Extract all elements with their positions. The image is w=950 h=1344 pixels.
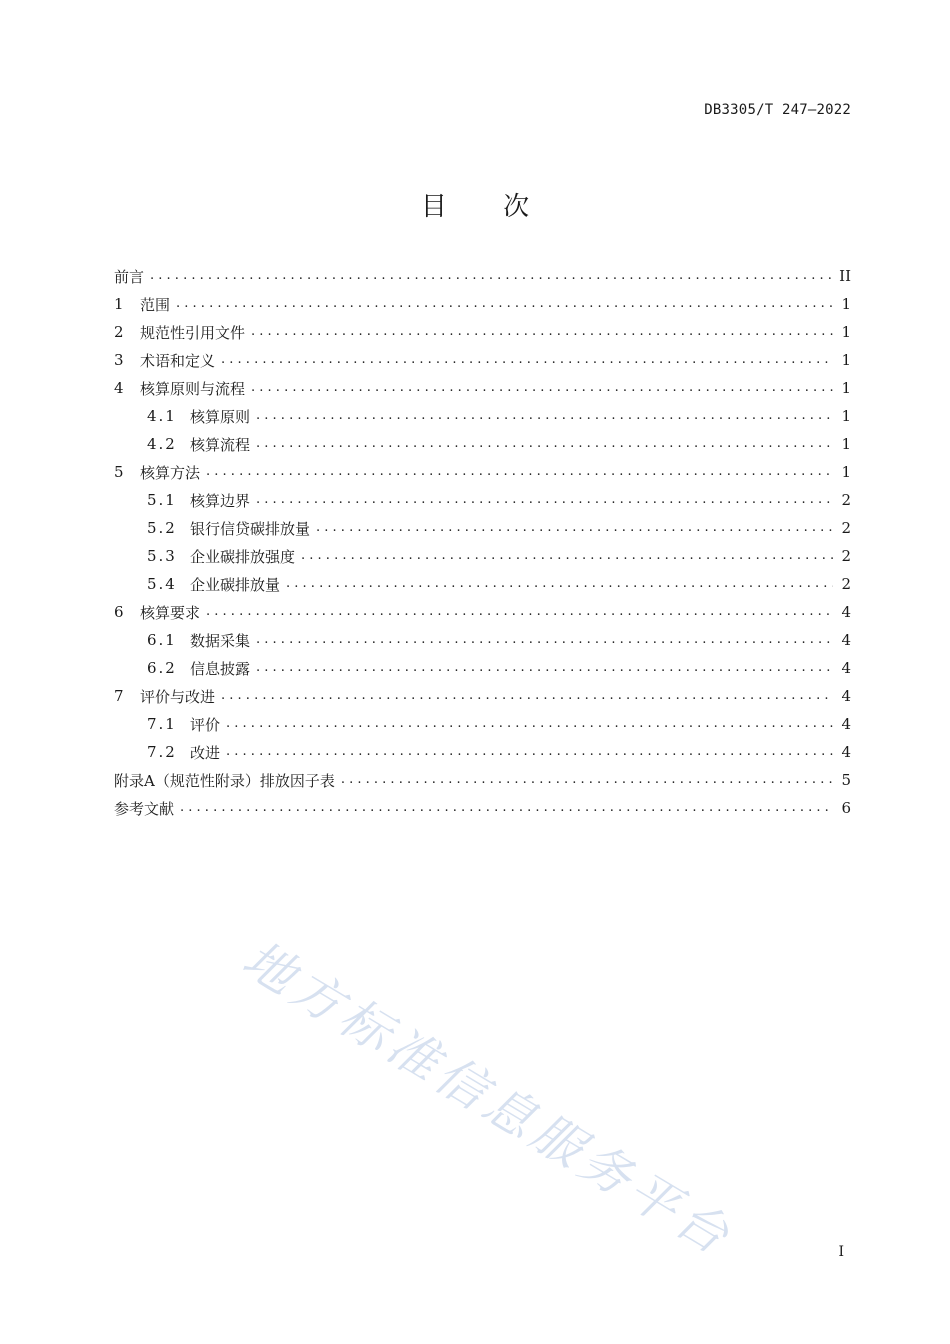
toc-entry-text: 核算原则与流程 [140, 379, 246, 398]
toc-entry-6[interactable] [114, 598, 851, 626]
toc-leader-dots [256, 407, 833, 425]
toc-entry-appendix-a[interactable] [114, 766, 851, 794]
toc-leader-dots [226, 715, 833, 733]
toc-leader-dots [251, 379, 833, 397]
toc-entry-5-2[interactable] [114, 514, 851, 542]
toc-entry-page: 4 [841, 715, 851, 733]
toc-leader-dots [301, 547, 833, 565]
toc-entry-page: 2 [841, 491, 851, 509]
toc-entry-number: 3 [114, 351, 124, 369]
document-code: DB3305/T 247—2022 [704, 102, 851, 118]
toc-leader-dots [180, 799, 833, 817]
toc-entry-text: 企业碳排放强度 [190, 547, 296, 566]
toc-entry-7-1[interactable] [114, 710, 851, 738]
toc-entry-2[interactable] [114, 318, 851, 346]
toc-leader-dots [286, 575, 833, 593]
toc-title: 目 次 [420, 192, 554, 222]
toc-entry-text: 核算要求 [140, 603, 201, 622]
toc-entry-text: 评价 [190, 715, 221, 734]
toc-leader-dots [251, 323, 833, 341]
toc-entry-page: 2 [841, 519, 851, 537]
page-number: I [838, 1244, 844, 1260]
toc-entry-number: 6.1 [147, 631, 177, 649]
toc-entry-number: 7.2 [147, 743, 177, 761]
toc-leader-dots [256, 491, 833, 509]
toc-entry-page: II [839, 267, 851, 285]
toc-entry-text: 改进 [190, 743, 221, 762]
toc-entry-4[interactable] [114, 374, 851, 402]
toc-entry-page: 1 [841, 295, 851, 313]
toc-entry-number: 4.1 [147, 407, 177, 425]
toc-entry-number: 7.1 [147, 715, 177, 733]
toc-entry-page: 4 [841, 659, 851, 677]
toc-entry-number: 5.2 [147, 519, 177, 537]
toc-entry-number: 4.2 [147, 435, 177, 453]
toc-entry-page: 1 [841, 323, 851, 341]
toc-entry-page: 2 [841, 575, 851, 593]
toc-entry-4-1[interactable] [114, 402, 851, 430]
toc-entry-text: 附录A（规范性附录）排放因子表 [114, 771, 335, 790]
toc-entry-page: 4 [841, 631, 851, 649]
toc-entry-6-2[interactable] [114, 654, 851, 682]
toc-leader-dots [341, 771, 833, 789]
table-of-contents [114, 262, 851, 822]
toc-entry-page: 1 [841, 435, 851, 453]
toc-entry-text: 银行信贷碳排放量 [190, 519, 311, 538]
toc-entry-number: 5 [114, 463, 124, 481]
toc-leader-dots [226, 743, 833, 761]
toc-entry-number: 7 [114, 687, 124, 705]
toc-leader-dots [316, 519, 833, 537]
toc-entry-text: 术语和定义 [140, 351, 216, 370]
toc-entry-7[interactable] [114, 682, 851, 710]
toc-leader-dots [221, 687, 833, 705]
toc-entry-page: 2 [841, 547, 851, 565]
toc-entry-number: 5.1 [147, 491, 177, 509]
toc-entry-page: 4 [841, 687, 851, 705]
toc-entry-page: 1 [841, 407, 851, 425]
toc-entry-5-3[interactable] [114, 542, 851, 570]
toc-leader-dots [256, 631, 833, 649]
watermark: 地方标准信息服务平台 [233, 929, 743, 1268]
toc-leader-dots [206, 603, 833, 621]
toc-entry-text: 核算方法 [140, 463, 201, 482]
toc-entry-foreword[interactable] [114, 262, 851, 290]
toc-entry-page: 6 [841, 799, 851, 817]
toc-entry-page: 1 [841, 463, 851, 481]
toc-entry-5-1[interactable] [114, 486, 851, 514]
toc-entry-text: 规范性引用文件 [140, 323, 246, 342]
toc-entry-number: 4 [114, 379, 124, 397]
toc-leader-dots [150, 267, 833, 285]
toc-entry-number: 2 [114, 323, 124, 341]
toc-entry-4-2[interactable] [114, 430, 851, 458]
toc-entry-text: 评价与改进 [140, 687, 216, 706]
toc-leader-dots [221, 351, 833, 369]
toc-entry-number: 5.3 [147, 547, 177, 565]
toc-entry-6-1[interactable] [114, 626, 851, 654]
toc-entry-number: 6 [114, 603, 124, 621]
toc-entry-number: 5.4 [147, 575, 177, 593]
toc-entry-page: 4 [841, 603, 851, 621]
toc-entry-5[interactable] [114, 458, 851, 486]
toc-leader-dots [206, 463, 833, 481]
toc-entry-1[interactable] [114, 290, 851, 318]
toc-entry-page: 1 [841, 379, 851, 397]
toc-entry-number: 6.2 [147, 659, 177, 677]
toc-leader-dots [176, 295, 833, 313]
toc-entry-text: 核算原则 [190, 407, 251, 426]
toc-entry-text: 企业碳排放量 [190, 575, 281, 594]
toc-entry-page: 1 [841, 351, 851, 369]
toc-leader-dots [256, 435, 833, 453]
toc-entry-5-4[interactable] [114, 570, 851, 598]
toc-entry-references[interactable] [114, 794, 851, 822]
toc-entry-text: 参考文献 [114, 799, 175, 818]
toc-entry-3[interactable] [114, 346, 851, 374]
toc-entry-text: 核算边界 [190, 491, 251, 510]
toc-entry-text: 前言 [114, 267, 145, 286]
toc-entry-7-2[interactable] [114, 738, 851, 766]
toc-entry-page: 5 [841, 771, 851, 789]
toc-entry-text: 核算流程 [190, 435, 251, 454]
toc-entry-text: 数据采集 [190, 631, 251, 650]
toc-entry-page: 4 [841, 743, 851, 761]
toc-entry-text: 范围 [140, 295, 171, 314]
toc-entry-text: 信息披露 [190, 659, 251, 678]
toc-leader-dots [256, 659, 833, 677]
toc-entry-number: 1 [114, 295, 124, 313]
